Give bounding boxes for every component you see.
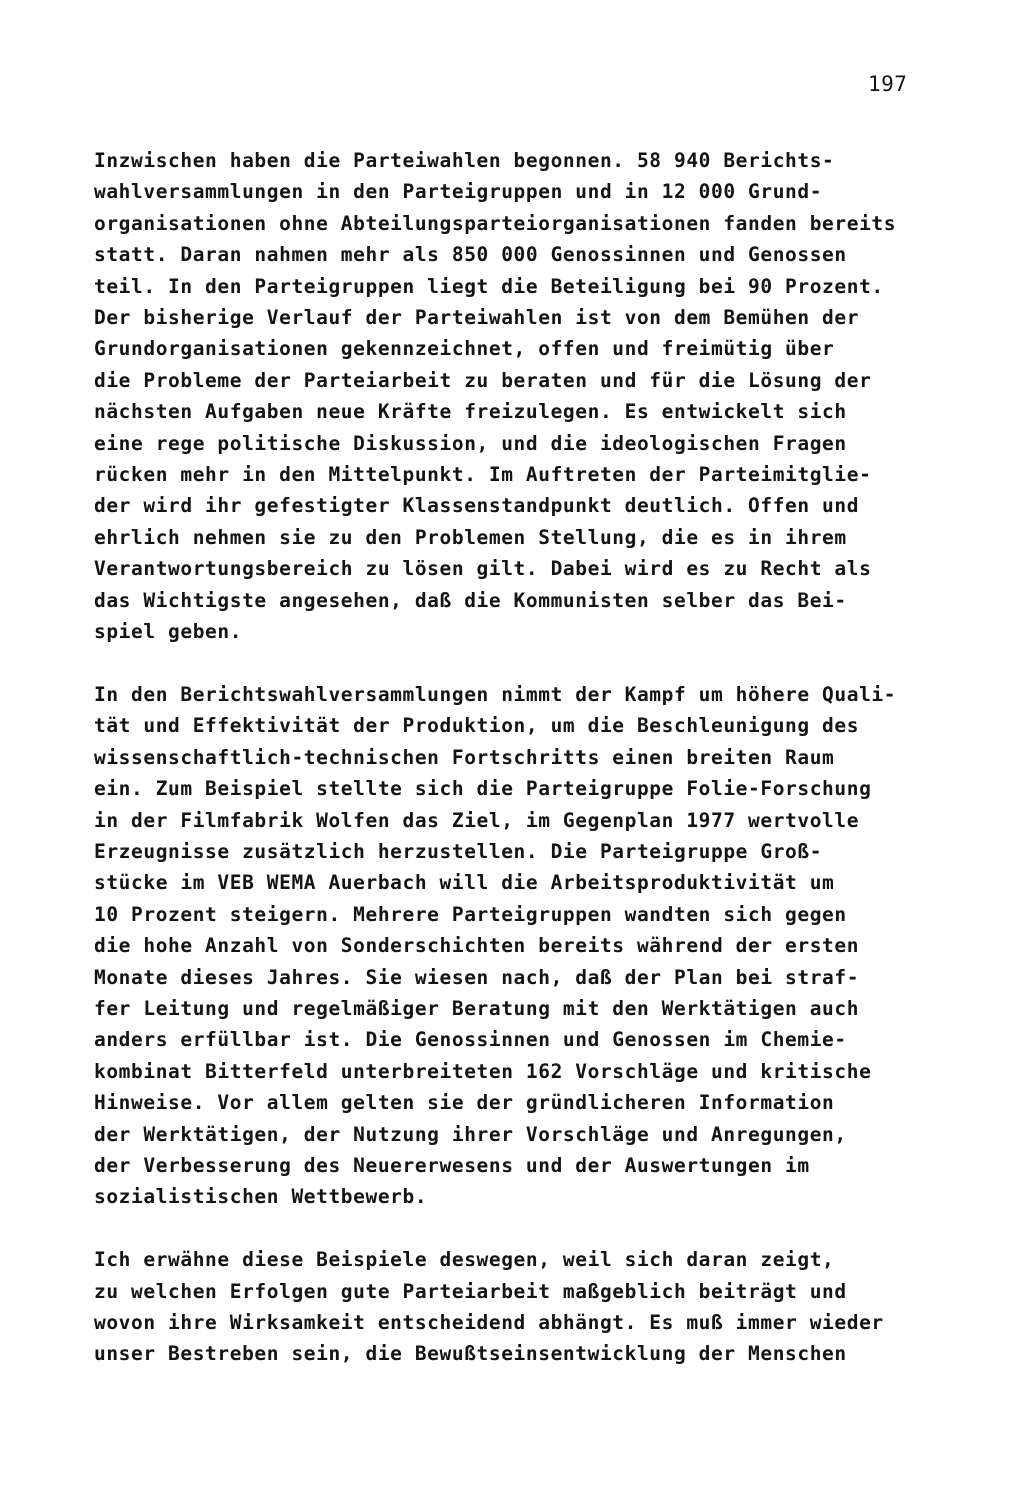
text-line: wahlversammlungen in den Parteigruppen und in 12 000 Grund-	[94, 180, 823, 204]
text-line: wissenschaftlich-technischen Fortschritts einen breiten Raum	[94, 745, 835, 769]
text-line: das Wichtigste angesehen, daß die Kommunisten selber das Bei-	[94, 588, 847, 612]
text-line: die hohe Anzahl von Sonderschichten bereits während der ersten	[94, 934, 860, 958]
page-number: 197	[868, 72, 908, 96]
text-line: zu welchen Erfolgen gute Parteiarbeit maßgeblich beiträgt und	[94, 1279, 847, 1303]
text-line: In den Berichtswahlversammlungen nimmt der Kampf um höhere Quali-	[94, 682, 897, 706]
text-line: wovon ihre Wirksamkeit entscheidend abhängt. Es muß immer wieder	[94, 1311, 884, 1334]
text-line: kombinat Bitterfeld unterbreiteten 162 Vorschläge und kritische	[94, 1059, 872, 1083]
paragraph-2	[94, 679, 954, 1213]
text-line: Hinweise. Vor allem gelten sie der gründlicheren Information	[94, 1091, 835, 1115]
text-line: ehrlich nehmen sie zu den Problemen Stellung, die es in ihrem	[94, 525, 847, 549]
text-line: der wird ihr gefestigter Klassenstandpunkt deutlich. Offen und	[94, 494, 860, 518]
text-line: nächsten Aufgaben neue Kräfte freizulegen. Es entwickelt sich	[94, 400, 847, 424]
text-line: anders erfüllbar ist. Die Genossinnen und Genossen im Chemie-	[94, 1028, 847, 1052]
text-line: spiel geben.	[94, 620, 243, 644]
text-line: statt. Daran nahmen mehr als 850 000 Genossinnen und Genossen	[94, 243, 847, 267]
text-line: stücke im VEB WEMA Auerbach will die Arbeitsproduktivität um	[94, 871, 835, 895]
text-line: in der Filmfabrik Wolfen das Ziel, im Gegenplan 1977 wertvolle	[94, 808, 860, 832]
text-line: Verantwortungsbereich zu lösen gilt. Dabei wird es zu Recht als	[94, 557, 872, 581]
text-line: fer Leitung und regelmäßiger Beratung mit den Werktätigen auch	[94, 996, 860, 1020]
text-line: der Verbesserung des Neuererwesens und der Auswertungen im	[94, 1153, 810, 1177]
paragraph-1	[94, 145, 954, 648]
text-line: Monate dieses Jahres. Sie wiesen nach, daß der Plan bei straf-	[94, 965, 860, 989]
text-line: ein. Zum Beispiel stellte sich die Parteigruppe Folie-Forschung	[94, 777, 872, 801]
text-line: die Probleme der Parteiarbeit zu beraten und für die Lösung der	[94, 368, 872, 392]
text-line: organisationen ohne Abteilungsparteiorganisationen fanden bereits	[94, 211, 897, 235]
text-line: tät und Effektivität der Produktion, um die Beschleunigung des	[94, 714, 860, 738]
text-line: Grundorganisationen gekennzeichnet, offen und freimütig über	[94, 337, 835, 361]
paragraph-3	[94, 1244, 954, 1370]
text-line: eine rege politische Diskussion, und die ideologischen Fragen	[94, 431, 847, 455]
text-line: Ich erwähne diese Beispiele deswegen, weil sich daran zeigt,	[94, 1248, 835, 1272]
text-line: der Werktätigen, der Nutzung ihrer Vorschläge und Anregungen,	[94, 1122, 847, 1146]
text-line: rücken mehr in den Mittelpunkt. Im Auftreten der Parteimitglie-	[94, 463, 872, 487]
text-line: unser Bestreben sein, die Bewußtseinsentwicklung der Menschen	[94, 1342, 847, 1366]
text-line: sozialistischen Wettbewerb.	[94, 1185, 428, 1209]
text-line: Der bisherige Verlauf der Parteiwahlen ist von dem Bemühen der	[94, 306, 860, 330]
text-line: teil. In den Parteigruppen liegt die Beteiligung bei 90 Prozent.	[94, 274, 884, 298]
text-line: Erzeugnisse zusätzlich herzustellen. Die Parteigruppe Groß-	[94, 839, 823, 863]
body-text	[94, 145, 954, 1401]
text-line: Inzwischen haben die Parteiwahlen begonnen. 58 940 Berichts-	[94, 149, 835, 172]
text-line: 10 Prozent steigern. Mehrere Parteigruppen wandten sich gegen	[94, 902, 847, 926]
